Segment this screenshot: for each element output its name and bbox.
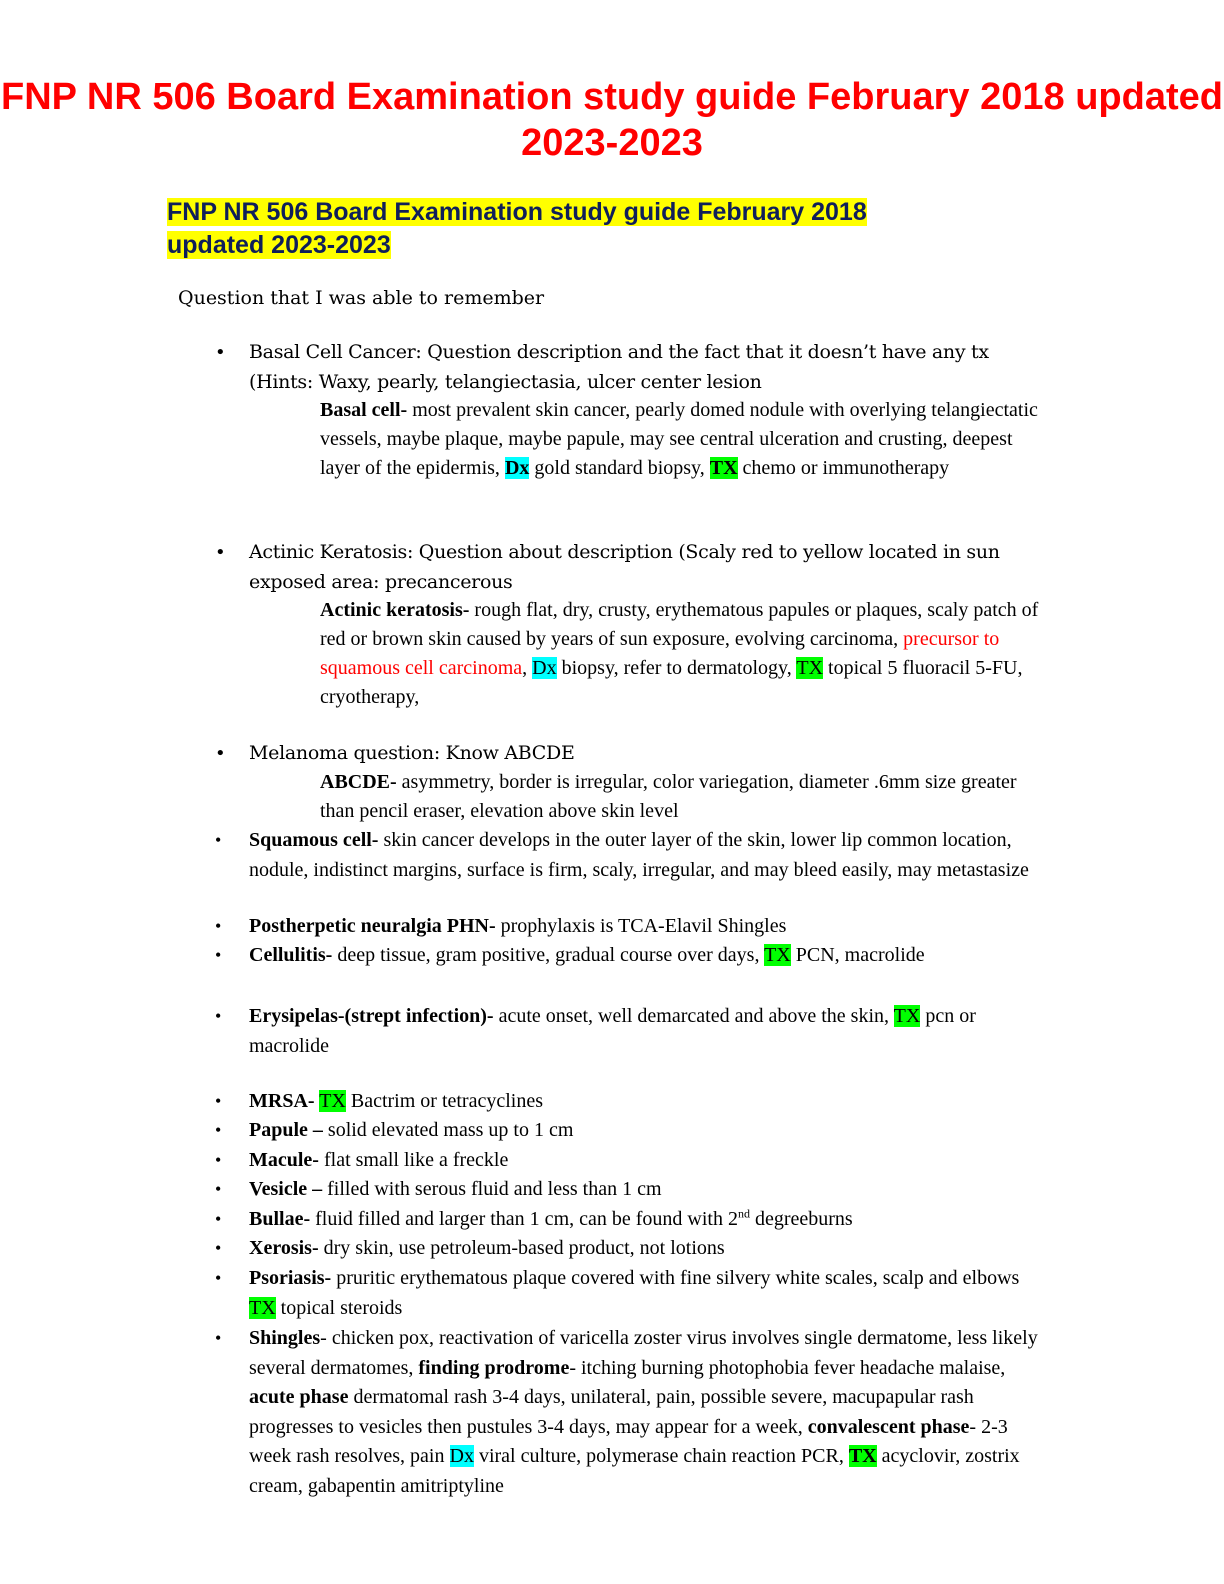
tx-tag: TX — [796, 657, 824, 679]
dx-tag: Dx — [504, 457, 530, 479]
bullet-icon: • — [215, 342, 226, 363]
bullet-icon: • — [215, 1179, 222, 1199]
list-item-papule: • Papule – solid elevated mass up to 1 cm — [249, 1116, 1049, 1146]
bullet-icon: • — [215, 1091, 222, 1111]
bullet-icon: • — [215, 1209, 222, 1229]
list-item-psoriasis: • Psoriasis- pruritic erythematous plaque covered with fine silvery white scales, scalp and elbows TX topical steroids — [249, 1264, 1049, 1323]
bullet-icon: • — [215, 1150, 222, 1170]
tx-tag: TX — [319, 1090, 346, 1112]
subtitle-highlight: FNP NR 506 Board Examination study guide February 2018 updated 2023-2023 — [167, 198, 867, 259]
bullet-icon: • — [215, 1006, 222, 1026]
dx-tag: Dx — [532, 657, 557, 679]
tx-tag: TX — [709, 457, 738, 479]
intro-text: Question that I was able to remember — [178, 287, 545, 309]
list-item-actinic-question: • Actinic Keratosis: Question about description (Scaly red to yellow located in sun exposed area: precancerous — [249, 538, 1049, 597]
bullet-icon: • — [215, 945, 222, 965]
dx-tag: Dx — [449, 1445, 474, 1467]
tx-tag: TX — [249, 1296, 276, 1319]
list-item-melanoma-question: • Melanoma question: Know ABCDE — [249, 739, 1049, 769]
list-item-squamous: • Squamous cell- skin cancer develops in the outer layer of the skin, lower lip common location, nodule, indistinct margins, surface is firm, scaly, irregular, and may bleed easily, may metastasize — [249, 826, 1049, 885]
bullet-icon: • — [215, 1238, 222, 1258]
page-subtitle — [167, 196, 967, 262]
melanoma-notes: ABCDE- asymmetry, border is irregular, color variegation, diameter .6mm size greater than pencil eraser, elevation above skin level — [320, 771, 1017, 822]
list-item-phn: • Postherpetic neuralgia PHN- prophylaxis is TCA-Elavil Shingles — [249, 912, 1049, 942]
list-item-mrsa: • MRSA- TX Bactrim or tetracyclines — [249, 1087, 1049, 1117]
list-item-xerosis: • Xerosis- dry skin, use petroleum-based product, not lotions — [249, 1234, 1049, 1264]
tx-tag: TX — [764, 944, 791, 966]
tx-tag: TX — [848, 1445, 877, 1467]
list-item-shingles: • Shingles- chicken pox, reactivation of varicella zoster virus involves single dermatome, less likely several dermatomes, finding prodrome- itching burning photophobia fever headache malaise, acute phase dermatomal rash 3-4 days, unilateral, pain, possible severe, macupapular rash progresses to vesicles then pustules 3-4 days, may appear for a week, convalescent phase- 2-3 week rash resolves, pain Dx viral culture, polymerase chain reaction PCR, TX acyclovir, zostrix cream, gabapentin amitriptyline — [249, 1324, 1049, 1501]
list-item-bullae: • Bullae- fluid filled and larger than 1 cm, can be found with 2nd degreeburns — [249, 1205, 1049, 1235]
list-item-macule: • Macule- flat small like a freckle — [249, 1146, 1049, 1176]
bullet-icon: • — [215, 1120, 222, 1140]
bullet-icon: • — [215, 1328, 222, 1348]
bullet-icon: • — [215, 1268, 222, 1288]
actinic-notes: Actinic keratosis- rough flat, dry, crusty, erythematous papules or plaques, scaly patch of red or brown skin caused by years of sun exposure, evolving carcinoma, precursor to squamous cell carcinoma, Dx biopsy, refer to dermatology, TX topical 5 fluoracil 5-FU, cryotherapy, — [320, 599, 1039, 708]
bullet-icon: • — [215, 743, 226, 764]
list-item-cellulitis: • Cellulitis- deep tissue, gram positive, gradual course over days, TX PCN, macrolide — [249, 941, 1049, 971]
list-item-erysipelas: • Erysipelas-(strept infection)- acute onset, well demarcated and above the skin, TX pcn or macrolide — [249, 1002, 1049, 1061]
page-title: FNP NR 506 Board Examination study guide February 2018 updated 2023-2023 — [1, 76, 1223, 164]
bullet-icon: • — [215, 916, 222, 936]
list-item-vesicle: • Vesicle – filled with serous fluid and less than 1 cm — [249, 1175, 1049, 1205]
bullet-icon: • — [215, 542, 226, 563]
basal-cell-notes: Basal cell- most prevalent skin cancer, pearly domed nodule with overlying telangiectatic vessels, maybe plaque, maybe papule, may see central ulceration and crusting, deepest layer of the epidermis, Dx gold standard biopsy, TX chemo or immunotherapy — [320, 399, 1038, 479]
tx-tag: TX — [893, 1005, 921, 1027]
bullet-icon: • — [215, 830, 222, 850]
list-item-basal-cell-question: • Basal Cell Cancer: Question description and the fact that it doesn’t have any tx (Hints: Waxy, pearly, telangiectasia, ulcer center lesion — [249, 338, 1049, 397]
